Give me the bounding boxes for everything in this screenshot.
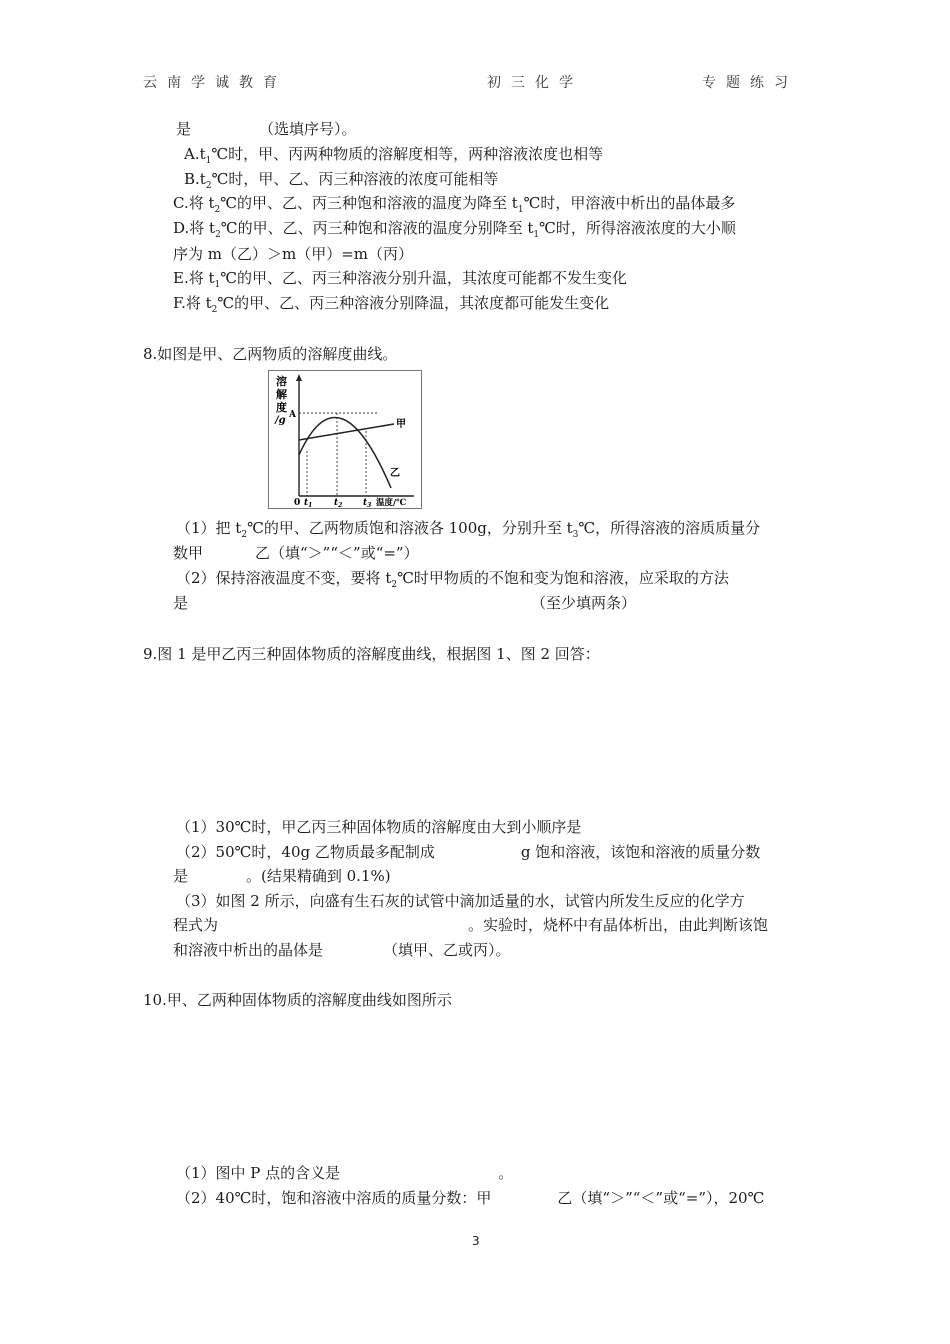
q7-option-b-text2: ℃时，甲、乙、丙三种溶液的浓度可能相等 (211, 170, 499, 188)
q7-option-c-text1: C.将 t (173, 194, 215, 212)
q7-option-d-sub2: 1 (533, 230, 540, 240)
header-left: 云南学诚教育 (143, 75, 287, 91)
q8-part1-line2-b: 乙（填“＞”“＜”或“=”） (255, 544, 419, 562)
q8-part2-sub: 2 (391, 580, 398, 590)
q7-option-d-line2: 序为 m（乙）＞m（甲）=m（丙） (173, 245, 414, 263)
q9-part2-line2 (173, 864, 391, 888)
q7-option-a-text2: ℃时，甲、丙两种物质的溶解度相等，两种溶液浓度也相等 (211, 145, 604, 163)
curve-yi (299, 417, 391, 488)
ylabel-unit: /g (275, 415, 286, 426)
ylabel-char-2: 解 (276, 388, 287, 401)
q7-option-d-text3: ℃时，所得溶液浓度的大小顺 (539, 219, 736, 237)
label-a: A (289, 410, 296, 420)
label-xaxis: 温度/℃ (376, 498, 407, 508)
q7-stem-tail-a: 是 (176, 120, 192, 138)
q7-option-d-text1: D.将 t (173, 219, 216, 237)
q7-option-f-text2: ℃的甲、乙、丙三种溶液分别降温，其浓度都可能发生变化 (217, 294, 610, 312)
q10-part1 (176, 1161, 513, 1185)
q7-stem-tail-b: （选填序号）。 (259, 120, 357, 138)
q7-option-f-sub: 2 (211, 305, 218, 315)
q8-part1-text1: （1）把 t (176, 519, 242, 537)
q9-part2-line2-a: 是 (173, 867, 189, 885)
q8-part2-line2-b: （至少填两条） (531, 594, 637, 612)
q8-part1-sub2: 3 (572, 530, 579, 540)
q9-part1: （1）30℃时，甲乙丙三种固体物质的溶解度由大到小顺序是 (176, 818, 582, 836)
q8-title: 8.如图是甲、乙两物质的溶解度曲线。 (143, 345, 398, 363)
q10-title: 10.甲、乙两种固体物质的溶解度曲线如图所示 (143, 991, 452, 1009)
q10-part2-a: （2）40℃时，饱和溶液中溶质的质量分数：甲 (176, 1189, 492, 1207)
q9-part3-line2-a: 程式为 (173, 916, 219, 934)
solubility-curve-svg (269, 371, 421, 508)
label-t3: $t_3$ (363, 498, 372, 508)
q8-part2-text2: ℃时甲物质的不饱和变为饱和溶液，应采取的方法 (397, 569, 729, 587)
q9-part2-b: g 饱和溶液，该饱和溶液的质量分数 (520, 843, 761, 861)
q9-part2 (176, 840, 760, 864)
q7-option-b-text1: B.t (184, 170, 206, 188)
q7-option-e-text2: ℃的甲、乙、丙三种溶液分别升温，其浓度可能都不发生变化 (220, 269, 628, 287)
q10-part1-b: 。 (498, 1164, 514, 1182)
q7-option-d-text2: ℃的甲、乙、丙三种饱和溶液的温度分别降至 t (220, 219, 534, 237)
q7-option-f (173, 291, 609, 322)
q7-option-c-text2: ℃的甲、乙、丙三种饱和溶液的温度为降至 t (220, 194, 518, 212)
curve-jia (299, 424, 394, 440)
q9-part2-line2-b: 。(结果精确到 0.1%) (246, 867, 391, 885)
q7-option-a-text1: A.t (184, 145, 206, 163)
label-jia: 甲 (396, 419, 406, 430)
y-axis-arrow (296, 374, 302, 381)
q10-part2-b: 乙（填“＞”“＜”或“=”），20℃ (557, 1189, 765, 1207)
q7-option-d-sub: 2 (215, 230, 221, 240)
label-origin: 0 (294, 498, 301, 508)
ylabel-char-3: 度 (276, 401, 287, 414)
q8-part2-text1: （2）保持溶液温度不变，要将 t (176, 569, 392, 587)
q7-option-b-sub: 2 (205, 181, 212, 191)
q7-option-e-text1: E.将 t (173, 269, 215, 287)
label-t2: $t_2$ (334, 498, 343, 508)
q9-part3-line3 (173, 938, 511, 962)
q9-part2-a: （2）50℃时，40g 乙物质最多配制成 (176, 843, 435, 861)
q7-option-c-sub2: 1 (517, 205, 524, 215)
q9-part3-line3-a: 和溶液中析出的晶体是 (173, 941, 324, 959)
q8-part1-line2 (173, 541, 419, 565)
q8-part2-line2 (173, 591, 636, 615)
q10-part2 (176, 1186, 764, 1210)
solubility-curve-figure (268, 370, 422, 509)
q7-option-e-sub: 1 (214, 280, 221, 290)
q8-part1-sub: 2 (241, 530, 248, 540)
q10-part1-a: （1）图中 P 点的含义是 (176, 1164, 341, 1182)
q9-part3-line3-b: （填甲、乙或丙）。 (383, 941, 511, 959)
q7-stem-tail (176, 117, 357, 141)
q9-part3: （3）如图 2 所示，向盛有生石灰的试管中滴加适量的水，试管内所发生反应的化学方 (176, 892, 745, 910)
q8-part1-text3: ℃，所得溶液的溶质质量分 (578, 519, 761, 537)
header-right: 专题练习 (702, 75, 798, 91)
header-center: 初三化学 (487, 75, 583, 91)
q7-option-a-sub: 1 (205, 156, 212, 166)
q9-part3-line2 (173, 913, 768, 937)
ylabel-char-1: 溶 (276, 375, 287, 388)
q7-option-c-text3: ℃时，甲溶液中析出的晶体最多 (523, 194, 736, 212)
q8-part1-line2-a: 数甲 (173, 544, 204, 562)
q8-part2-line2-a: 是 (173, 594, 189, 612)
label-yi: 乙 (390, 468, 400, 479)
label-t1: $t_1$ (304, 498, 313, 508)
q7-option-c-sub: 2 (214, 205, 221, 215)
q9-part3-line2-b: 。实验时，烧杯中有晶体析出，由此判断该饱 (468, 916, 769, 934)
q7-option-f-text1: F.将 t (173, 294, 212, 312)
page-number: 3 (472, 1234, 480, 1248)
q8-part1-text2: ℃的甲、乙两物质饱和溶液各 100g，分别升至 t (247, 519, 573, 537)
q9-title: 9.图 1 是甲乙丙三种固体物质的溶解度曲线，根据图 1、图 2 回答： (143, 645, 600, 663)
